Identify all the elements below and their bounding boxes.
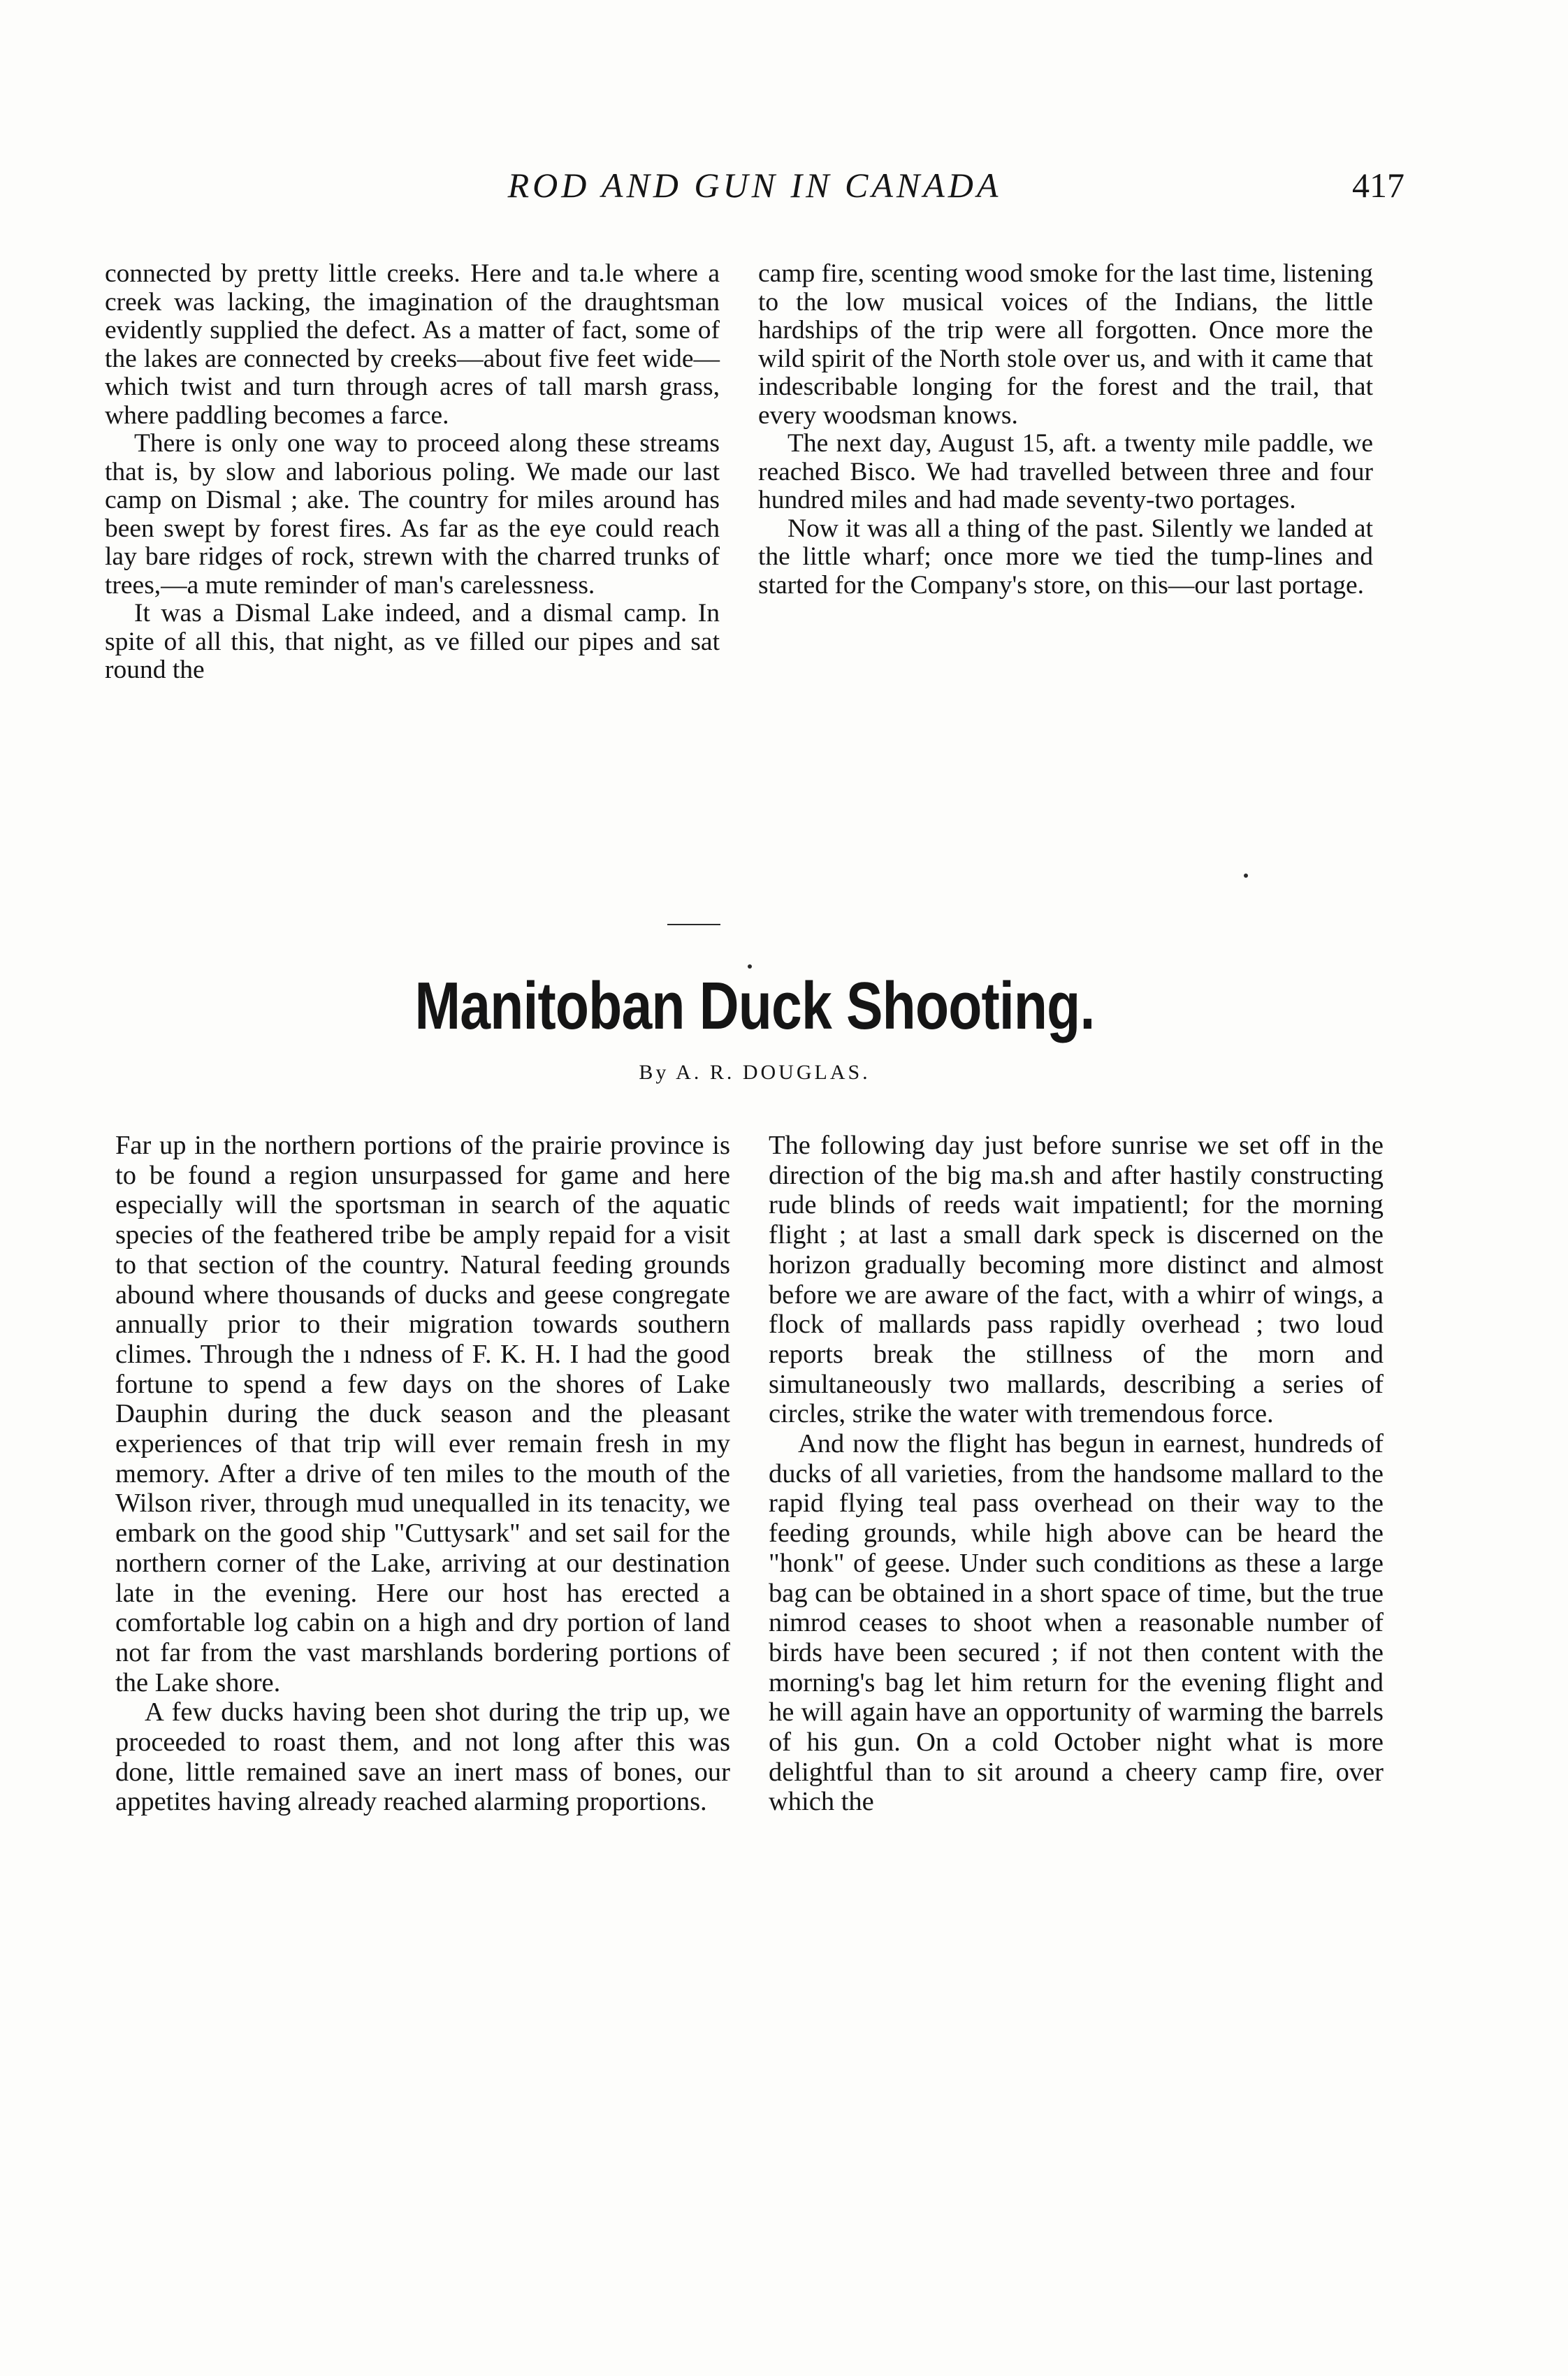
article-left-column <box>115 1131 730 1817</box>
paragraph: The next day, August 15, aft. a twenty mile paddle, we reached Bisco. We had travelled between three and four hundred miles and had made seventy-two portages. <box>758 429 1373 514</box>
article-title: Manitoban Duck Shooting. <box>414 969 1095 1043</box>
paragraph: Far up in the northern portions of the prairie province is to be found a region unsurpassed for game and here especially will the sportsman in search of the aquatic species of the feathered tribe be amply repaid for a visit to that section of the country. Natural feeding grounds abound where thousands of ducks and geese congregate annually prior to their migration towards southern climes. Through the ı ndness of F. K. H. I had the good fortune to spend a few days on the shores of Lake Dauphin during the duck season and the pleasant experiences of that trip will ever remain fresh in my memory. After a drive of ten miles to the mouth of the Wilson river, through mud unequalled in its tenacity, we embark on the good ship "Cuttysark" and set sail for the northern corner of the Lake, arriving at our destination late in the evening. Here our host has erected a comfortable log cabin on a high and dry portion of land not far from the vast marshlands bordering portions of the Lake shore. <box>115 1131 730 1697</box>
running-title: ROD AND GUN IN CANADA <box>507 166 1002 205</box>
article-right-column <box>769 1131 1384 1817</box>
page-number: 417 <box>1352 166 1404 205</box>
print-speck <box>1244 874 1248 878</box>
paragraph: connected by pretty little creeks. Here and ta.le where a creek was lacking, the imagination of the draughtsman evidently supplied the defect. As a matter of fact, some of the lakes are connected by creeks—about five feet wide—which twist and turn through acres of tall marsh grass, where paddling becomes a farce. <box>105 259 720 430</box>
article-byline: By A. R. DOUGLAS. <box>639 1061 871 1084</box>
paragraph: camp fire, scenting wood smoke for the last time, listening to the low musical voices of the Indians, the little hardships of the trip were all forgotten. Once more the wild spirit of the North stole over us, and with it came that indescribable longing for the forest and the trail, that every woodsman knows. <box>758 259 1374 430</box>
paragraph: A few ducks having been shot during the trip up, we proceeded to roast them, and not long after this was done, little remained save an inert mass of bones, our appetites having already reached alarming proportions. <box>115 1697 730 1817</box>
paragraph: Now it was all a thing of the past. Silently we landed at the little wharf; once more we tied the tump-lines and started for the Company's store, on this—our last portage. <box>758 514 1373 600</box>
paragraph: The following day just before sunrise we set off in the direction of the big ma.sh and after hastily constructing rude blinds of reeds wait impatientl; for the morning flight ; at last a small dark speck is discerned on the horizon gradually becoming more distinct and almost before we are aware of the fact, with a whirr of wings, a flock of mallards pass rapidly overhead ; two loud reports break the stillness of the morn and simultaneously two mallards, describing a series of circles, strike the water with tremendous force. <box>769 1131 1384 1429</box>
paragraph: It was a Dismal Lake indeed, and a dismal camp. In spite of all this, that night, as ve filled our pipes and sat round the <box>105 599 720 684</box>
paragraph: And now the flight has begun in earnest, hundreds of ducks of all varieties, from the handsome mallard to the rapid flying teal pass overhead on their way to the feeding grounds, while high above can be heard the "honk" of geese. Under such conditions as these a large bag can be obtained in a short space of time, but the true nimrod ceases to shoot when a reasonable number of birds have been secured ; if not then content with the morning's bag let him return for the evening flight and he will again have an opportunity of warming the barrels of his gun. On a cold October night what is more delightful than to sit around a cheery camp fire, over which the <box>769 1429 1384 1817</box>
previous-article-right-column <box>758 260 1373 600</box>
previous-article-left-column <box>105 260 720 685</box>
section-divider <box>667 924 720 925</box>
running-header <box>105 165 1404 221</box>
paragraph: There is only one way to proceed along these streams that is, by slow and laborious poling. We made our last camp on Dismal ; ake. The country for miles around has been swept by forest fires. As far as the eye could reach lay bare ridges of rock, strewn with the charred trunks of trees,—a mute reminder of man's carelessness. <box>105 429 720 600</box>
